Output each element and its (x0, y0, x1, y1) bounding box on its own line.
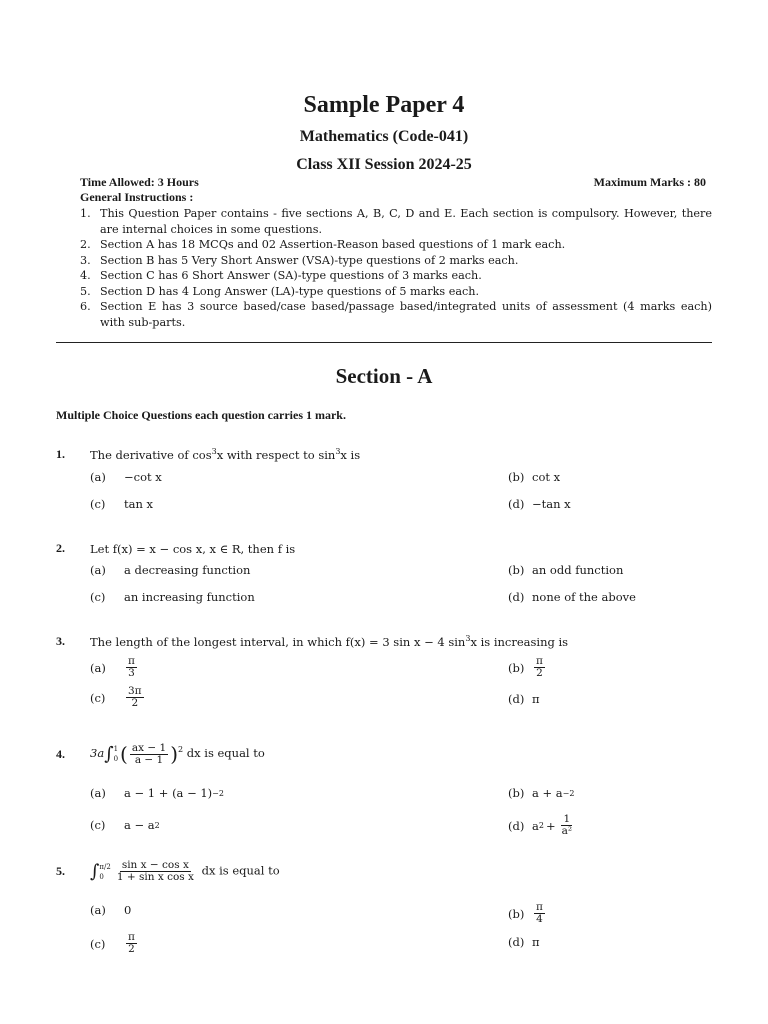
option-label: (d) (508, 497, 525, 511)
question-number: 1. (56, 447, 65, 461)
option-text: a (532, 818, 539, 833)
instruction-item (80, 299, 712, 330)
option-label: (b) (508, 470, 525, 484)
upper-limit: 1 (113, 745, 119, 753)
denominator: 4 (536, 913, 543, 925)
option-label: (b) (508, 660, 525, 675)
numerator: π (128, 655, 135, 667)
question-text-part: The length of the longest interval, in which f(x) = 3 sin x − 4 sin (90, 634, 466, 649)
section-a-note: Multiple Choice Questions each question carries 1 mark. (56, 408, 346, 422)
option-text: an increasing function (124, 590, 255, 604)
general-instructions-heading: General Instructions : (80, 190, 194, 204)
option-b (508, 470, 560, 484)
question-text-part: x is (340, 447, 361, 462)
question-text-part: x is increasing is (470, 634, 569, 649)
denominator: 3 (128, 667, 135, 679)
instruction-number: 2. (80, 238, 91, 251)
upper-limit: π/2 (99, 862, 111, 871)
instruction-text: Section A has 18 MCQs and 02 Assertion-Reason based questions of 1 mark each. (100, 238, 566, 251)
plus-sign: + (545, 818, 556, 833)
fraction (560, 814, 574, 837)
option-c (90, 497, 153, 511)
numerator: sin x − cos x (121, 859, 189, 871)
fraction (534, 656, 545, 679)
option-b (508, 902, 547, 925)
right-paren: ) (170, 742, 179, 766)
question-3 (56, 634, 716, 649)
integral-limits (99, 862, 110, 882)
question-text (90, 634, 716, 649)
exponent: −2 (562, 788, 575, 798)
exponent: 3 (211, 447, 217, 457)
option-text: π (532, 935, 540, 949)
option-text: a + a (532, 786, 563, 800)
question-5 (56, 860, 716, 883)
exponent: 2 (538, 821, 544, 830)
instruction-text: This Question Paper contains - five sections A, B, C, D and E. Each section is compulsory. However, there are internal choices in some questions. (100, 207, 712, 236)
option-label: (d) (508, 818, 525, 833)
paper-subject: Mathematics (Code-041) (299, 128, 469, 145)
option-label: (d) (508, 692, 525, 706)
option-b (508, 786, 574, 800)
option-c (90, 818, 160, 832)
question-text (90, 860, 716, 883)
denominator: 2 (536, 667, 543, 679)
instruction-text: Section C has 6 Short Answer (SA)-type questions of 3 marks each. (100, 269, 482, 282)
numerator: π (536, 655, 543, 667)
instruction-item (80, 206, 712, 237)
instruction-text: Section D has 4 Long Answer (LA)-type questions of 5 marks each. (100, 284, 480, 298)
option-label: (a) (90, 563, 106, 577)
option-label: (c) (90, 590, 106, 604)
denominator: 2 (128, 943, 135, 955)
maximum-marks: Maximum Marks : 80 (593, 175, 706, 189)
exponent: 2 (154, 820, 160, 830)
section-a-title: Section - A (335, 364, 433, 388)
denominator: 2 (131, 697, 139, 709)
question-text-part: dx is equal to (201, 863, 280, 878)
numerator: π (536, 901, 543, 913)
paper-meta-row (80, 175, 706, 190)
lower-limit: 0 (113, 755, 119, 763)
option-text: −tan x (532, 497, 571, 511)
option-a (90, 903, 131, 917)
question-text-part: dx is equal to (186, 746, 265, 760)
option-label: (d) (508, 590, 525, 604)
numerator: π (128, 931, 135, 943)
paper-title: Sample Paper 4 (303, 92, 465, 118)
option-text: a − 1 + (a − 1) (124, 786, 213, 800)
instruction-number: 3. (80, 253, 91, 267)
instruction-item (80, 268, 712, 284)
paper-class-session: Class XII Session 2024-25 (296, 156, 472, 173)
option-text: a − a (124, 818, 155, 832)
option-d (508, 692, 540, 706)
option-text: none of the above (532, 590, 636, 604)
fraction (126, 656, 137, 679)
option-a (90, 563, 250, 577)
instruction-number: 4. (80, 269, 91, 282)
option-label: (b) (508, 786, 525, 800)
option-a (90, 786, 224, 800)
fraction (126, 686, 144, 709)
option-text: cot x (532, 470, 561, 484)
exponent: 2 (178, 745, 184, 755)
option-label: (a) (90, 786, 106, 800)
question-text (90, 447, 716, 462)
question-text: Let f(x) = x − cos x, x ∈ R, then f is (90, 541, 296, 556)
integral-sign: ∫ (104, 743, 114, 765)
option-d (508, 935, 540, 949)
question-1 (56, 447, 716, 462)
option-text: 0 (124, 903, 132, 917)
option-label: (b) (508, 906, 525, 921)
instruction-item (80, 237, 712, 253)
option-b (508, 656, 547, 679)
option-a (90, 656, 139, 679)
exponent: −2 (212, 788, 224, 798)
integral-sign: ∫ (90, 861, 100, 882)
lower-limit: 0 (99, 872, 104, 881)
option-label: (a) (90, 660, 106, 675)
numerator: 1 (563, 813, 571, 825)
instruction-number: 6. (80, 300, 91, 313)
option-b (508, 563, 623, 577)
option-label: (a) (90, 470, 106, 484)
question-text (90, 742, 716, 766)
fraction (126, 932, 137, 955)
fraction (534, 902, 545, 925)
left-paren: ( (120, 742, 128, 766)
option-text: tan x (124, 497, 154, 511)
integral-limits (114, 744, 118, 764)
exponent: 3 (465, 634, 471, 644)
option-d (508, 590, 636, 604)
option-text: −cot x (124, 470, 162, 484)
fraction (130, 743, 168, 766)
option-label: (c) (90, 818, 106, 832)
horizontal-divider (56, 342, 712, 343)
fraction (115, 860, 196, 883)
option-text: a decreasing function (124, 563, 251, 577)
instruction-text: Section B has 5 Very Short Answer (VSA)-type questions of 2 marks each. (100, 253, 519, 267)
coefficient: 3a (90, 746, 105, 760)
option-c (90, 932, 139, 955)
option-d (508, 814, 576, 837)
instruction-item (80, 253, 712, 269)
option-label: (b) (508, 563, 525, 577)
question-number: 4. (56, 746, 65, 761)
option-label: (c) (90, 936, 106, 951)
option-label: (d) (508, 935, 525, 949)
option-label: (c) (90, 497, 106, 511)
instruction-number: 5. (80, 284, 91, 298)
option-text: an odd function (532, 563, 624, 577)
instruction-text: Section E has 3 source based/case based/passage based/integrated units of assessment (4 marks each) with sub-parts. (100, 300, 712, 329)
numerator: ax − 1 (131, 741, 167, 754)
instruction-number: 1. (80, 207, 91, 220)
option-text: π (532, 692, 540, 706)
denominator: a − 1 (134, 753, 164, 766)
question-text-part: x with respect to sin (216, 447, 336, 462)
question-text-part: The derivative of cos (90, 447, 212, 462)
question-4 (56, 742, 716, 766)
option-c (90, 590, 255, 604)
instruction-item (80, 284, 712, 300)
option-a (90, 470, 162, 484)
question-number: 2. (56, 541, 65, 555)
denominator: a² (561, 825, 573, 837)
option-d (508, 497, 571, 511)
question-number: 3. (56, 634, 65, 648)
time-allowed: Time Allowed: 3 Hours (80, 175, 199, 189)
option-label: (c) (90, 690, 106, 705)
option-c (90, 686, 146, 709)
numerator: 3π (128, 685, 142, 697)
question-number: 5. (56, 864, 65, 878)
exponent: 3 (335, 447, 341, 457)
general-instructions-list (80, 206, 712, 330)
option-label: (a) (90, 903, 106, 917)
question-2 (56, 541, 716, 556)
denominator: 1 + sin x cos x (116, 871, 194, 883)
